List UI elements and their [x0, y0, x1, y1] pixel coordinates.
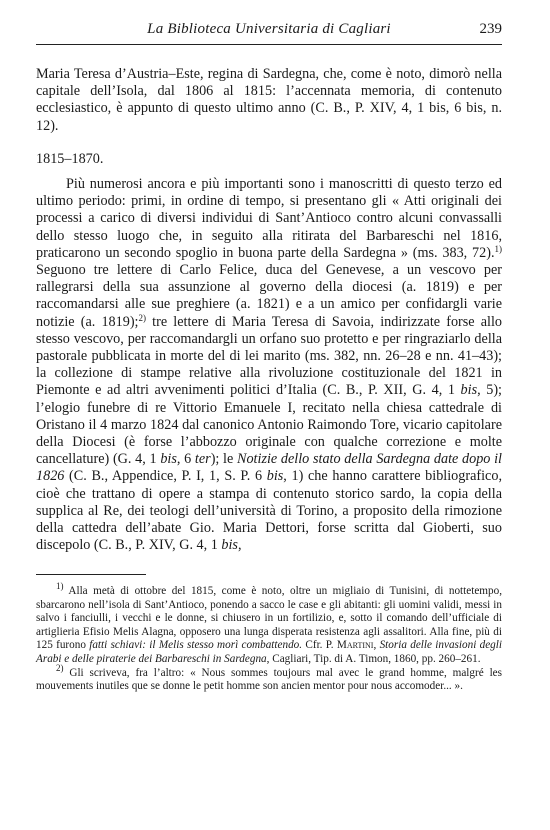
text-run: Alla metà di ottobre del 1815, come è noto, oltre un migliaio di Tunisini, di nottetempo, sbarcarono nell’isola di Sant’Antioco, ponendo a sacco le case e gli abitanti: gli uomini validi, messi in salvo i fanciulli, i vecchi e le donne, si chiusero in un fortilizio, e, sotto il comando dell’ufficiale di artiglieria Efisio Melis Alagna, opposero una lunga disperata resistenza agli assalitori. Alla fine, più di 125 furono — [36, 585, 502, 652]
italic-title-notizie: Notizie dello stato della Sardegna date dopo il 1826 — [36, 451, 502, 485]
text-run: , — [373, 639, 380, 652]
text-run: Seguono tre lettere di Carlo Felice, duca del Genevese, a un vescovo per rallegrarsi della sua assunzione al governo della diocesi (a. 1819) e per raccomandarsi alle sue preghiere (a. 1821) e a un amico per confidargli varie notizie (a. 1819); — [36, 262, 502, 330]
text-run: (C. B., Appendice, P. I, 1, S. P. 6 — [64, 468, 267, 485]
text-run: Gli scriveva, fra l’altro: « Nous sommes toujours mal avec le grand homme, malgré les mouvements inutiles que se donne le petit homme son ancien mentor pour nous accomoder... ». — [36, 666, 502, 693]
text-run: , Cagliari, Tip. di A. Timon, 1860, pp. 260–261. — [266, 652, 481, 665]
footnote-2 — [36, 662, 502, 694]
text-run: , — [237, 537, 242, 554]
italic-ter: ter — [194, 451, 211, 468]
footnote-1 — [36, 581, 502, 665]
running-title: La Biblioteca Universitaria di Cagliari — [147, 21, 391, 37]
text-run: tre lettere di Maria Teresa di Savoia, indirizzate forse allo stesso vescovo, per raccomandargli un orfano suo protetto e per ringraziarlo della pastorale pubblicata in morte del di lei marito (ms. 382, nn. 26–28 e nn. 41–43); la collezione di stampe relative alla rivoluzione costituzionale del 1821 in Piemonte e ad altri avvenimenti politici d’Italia (C. B., P. XII, G. 4, 1 — [36, 313, 503, 399]
text-run: Più numerosi ancora e più importanti sono i manoscritti di questo terzo ed ultimo periodo: primi, in ordine di tempo, si presentano gli « Atti originali dei processi a carico di diversi individui di Sant’Antioco contro alcuni convassalli dello stesso luogo che, in seguito alla ritirata del Barbareschi nel 1816, praticarono un secondo spoglio in buona parte della Sardegna » (ms. 383, 72). — [36, 176, 502, 261]
footnote-ref-2: 2) — [138, 312, 147, 323]
footnote-marker: 2) — [56, 662, 64, 673]
text-run: , 6 — [176, 451, 195, 468]
text-run: Cfr. P. — [302, 639, 337, 652]
footnote-marker: 1) — [56, 581, 64, 592]
paragraph-continuation: Maria Teresa d’Austria–Este, regina di Sardegna, che, come è noto, dimorò nella capitale dell’Isola, dal 1806 al 1815: l’accennata memoria, di contenuto ecclesiastico, è appunto di questo ultimo anno (C. B., P. XIV, 4, 1 bis, 6 bis, n. 12). — [36, 66, 502, 134]
text-run: ); le — [210, 451, 237, 468]
footnotes — [36, 581, 502, 693]
paragraph-main — [36, 176, 502, 554]
footnote-ref-1: 1) — [494, 243, 502, 254]
page-number: 239 — [479, 21, 502, 37]
italic-bis: bis — [266, 468, 284, 485]
italic-run: fatti schiavi: il Melis stesso morì combattendo. — [89, 639, 303, 652]
running-head — [36, 20, 502, 45]
italic-book-title: Storia delle invasioni degli Arabi e delle piraterie dei Barbareschi in Sardegna — [36, 639, 502, 665]
section-heading: 1815–1870. — [36, 150, 104, 167]
text-run: , 5); l’elogio funebre di re Vittorio Emanuele I, recitato nella chiesa cattedrale di Oristano il 4 marzo 1824 dal canonico Antonio Raimondo Tore, vicario capitolare della Diocesi (è forse l’abbozzo originale con qualche correzione e molte cancellature) (G. 4, 1 — [36, 382, 502, 468]
page — [36, 20, 502, 695]
italic-bis: bis — [460, 382, 478, 399]
footnote-divider — [36, 574, 146, 575]
text-run: , 1) che hanno carattere bibliografico, cioè che trattano di opere a stampa di contenuto storico sardo, la copia della supplica al Re, dei teologi dell’università di Torino, a proposito della rimozione della cattedra dell’abate Gio. Maria Dettori, forse scritta dal Gioberti, suo discepolo (C. B., P. XIV, G. 4, 1 — [36, 468, 502, 554]
italic-bis: bis — [221, 537, 238, 554]
body-text — [36, 66, 502, 554]
italic-bis: bis — [160, 451, 177, 468]
author-name: Martini — [336, 639, 374, 652]
